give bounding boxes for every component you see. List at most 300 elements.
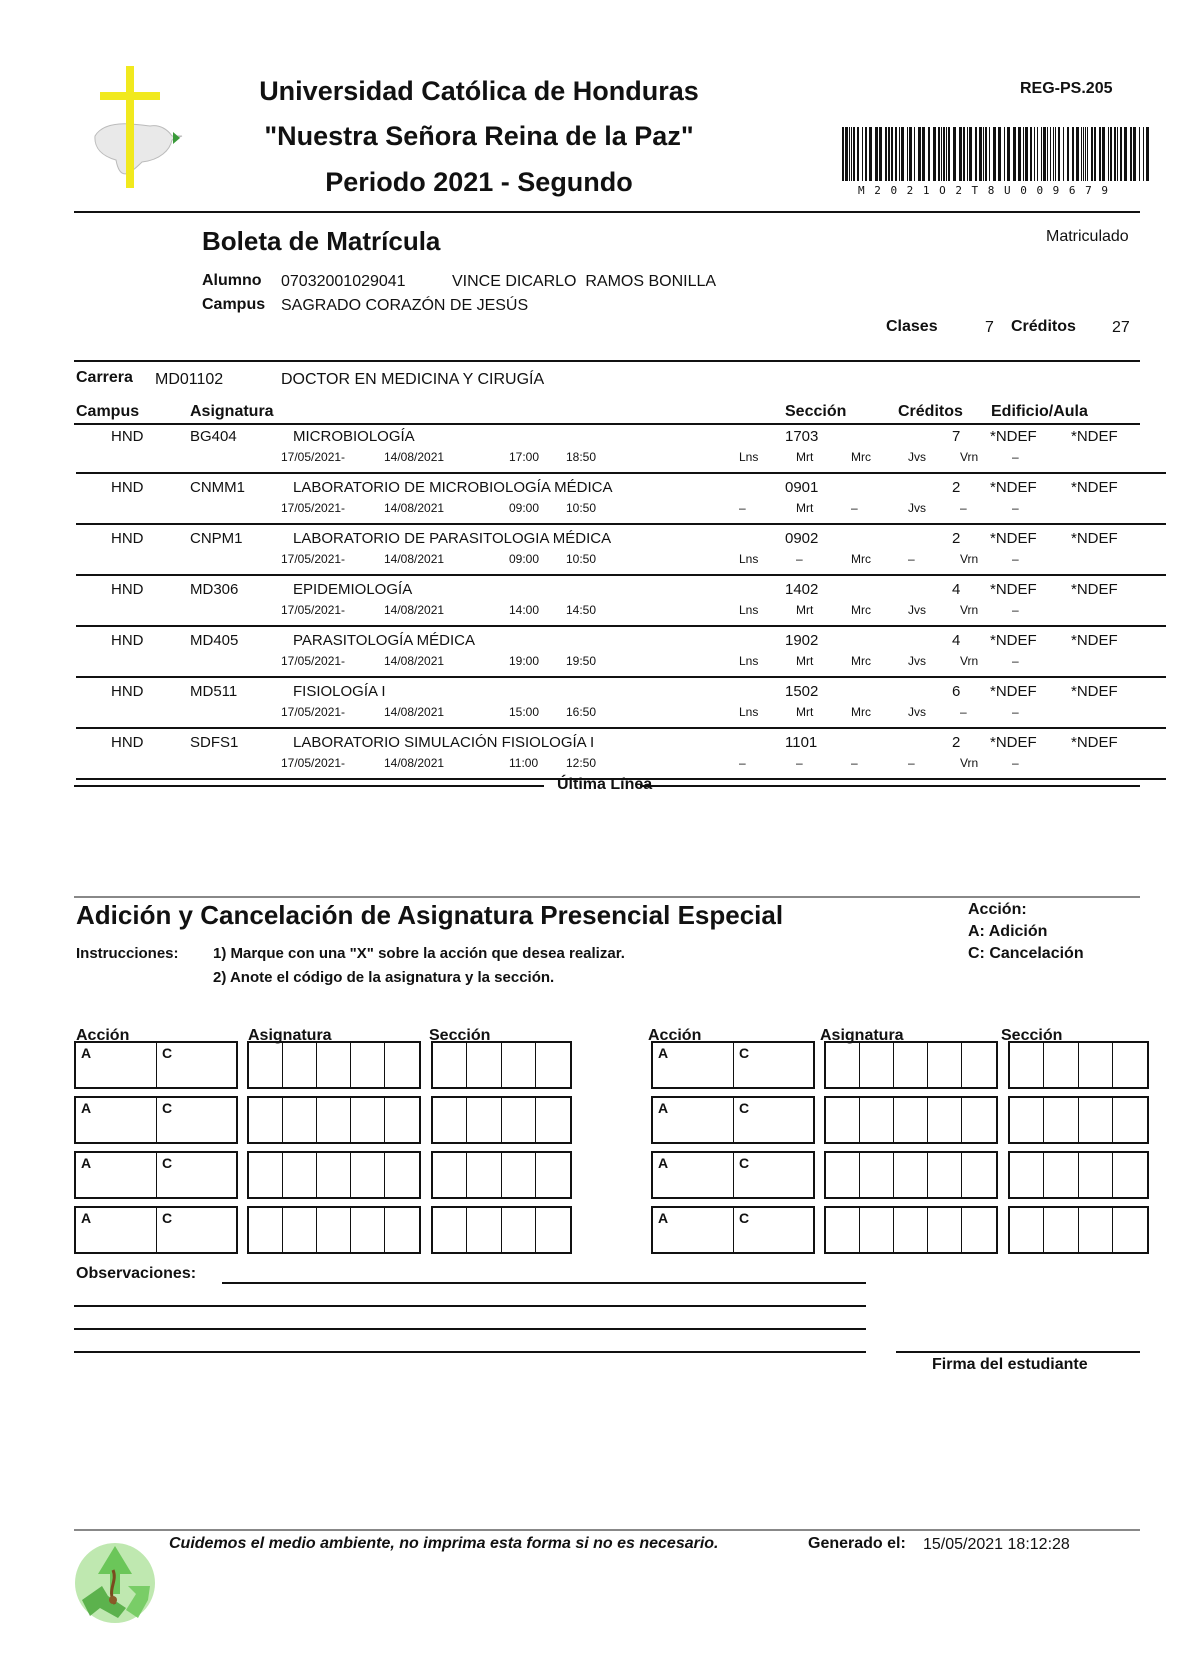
course-day: –	[739, 756, 746, 770]
course-start-date: 17/05/2021-	[281, 705, 346, 719]
barcode-bar	[1004, 127, 1005, 181]
accion-c-option[interactable]: C	[162, 1210, 173, 1226]
course-row	[76, 524, 1166, 576]
barcode-bar	[1007, 127, 1010, 181]
adicion-divider	[74, 896, 1140, 898]
char-cell-divider	[1043, 1098, 1044, 1142]
alumno-name: VINCE DICARLO RAMOS BONILLA	[452, 273, 717, 290]
instruction-1: 1) Marque con una "X" sobre la acción que desea realizar.	[213, 945, 625, 962]
course-end-time: 18:50	[566, 450, 597, 464]
barcode-bar	[1047, 127, 1048, 181]
recycle-icon	[66, 1534, 164, 1632]
course-aula: *NDEF	[1071, 683, 1118, 700]
accion-a-option[interactable]: A	[658, 1155, 669, 1171]
course-creditos: 4	[952, 581, 961, 598]
left-asignatura-box[interactable]	[247, 1096, 421, 1144]
barcode-bar	[1124, 127, 1127, 181]
course-campus: HND	[111, 632, 144, 649]
barcode-bar	[1058, 127, 1060, 181]
course-start-date: 17/05/2021-	[281, 654, 346, 668]
university-logo	[80, 64, 190, 194]
char-cell-divider	[501, 1208, 502, 1252]
instruction-2: 2) Anote el código de la asignatura y la sección.	[213, 969, 555, 986]
course-campus: HND	[111, 530, 144, 547]
instructions-label: Instrucciones:	[76, 945, 179, 962]
barcode-bar	[963, 127, 965, 181]
char-cell-divider	[927, 1043, 928, 1087]
barcode-bar	[909, 127, 912, 181]
boleta-divider	[74, 360, 1140, 362]
char-cell-divider	[1043, 1208, 1044, 1252]
course-day: –	[1012, 450, 1019, 464]
barcode-bar	[1050, 127, 1051, 181]
barcode-bar	[943, 127, 945, 181]
barcode-bar	[959, 127, 962, 181]
barcode-bar	[979, 127, 982, 181]
char-cell-divider	[859, 1098, 860, 1142]
left-accion-box[interactable]	[74, 1041, 238, 1089]
enrollment-status: Matriculado	[1046, 228, 1129, 245]
right-asignatura-box[interactable]	[824, 1151, 998, 1199]
course-end-time: 19:50	[566, 654, 597, 668]
accion-divider	[156, 1043, 157, 1087]
char-cell-divider	[1112, 1043, 1113, 1087]
col-seccion: Sección	[785, 403, 847, 420]
course-edificio: *NDEF	[990, 479, 1037, 496]
course-day: Mrc	[851, 552, 871, 566]
accion-a-legend: A: Adición	[968, 923, 1048, 940]
course-day: Mrt	[796, 501, 814, 515]
char-cell-divider	[535, 1153, 536, 1197]
char-cell-divider	[282, 1153, 283, 1197]
left-accion-box[interactable]	[74, 1206, 238, 1254]
accion-c-option[interactable]: C	[739, 1100, 750, 1116]
course-end-date: 14/08/2021	[384, 756, 445, 770]
barcode-bar	[1041, 127, 1042, 181]
left-accion-box[interactable]	[74, 1096, 238, 1144]
barcode-bar	[948, 127, 950, 181]
right-accion-box[interactable]	[651, 1041, 815, 1089]
course-day: Mrt	[796, 603, 814, 617]
carrera-code: MD01102	[155, 371, 224, 388]
accion-a-option[interactable]: A	[81, 1210, 92, 1226]
char-cell-divider	[316, 1153, 317, 1197]
char-cell-divider	[961, 1043, 962, 1087]
right-seccion-box[interactable]	[1008, 1206, 1149, 1254]
accion-divider	[733, 1043, 734, 1087]
course-edificio: *NDEF	[990, 428, 1037, 445]
accion-a-option[interactable]: A	[81, 1100, 92, 1116]
period-title: Periodo 2021 - Segundo	[325, 167, 633, 197]
barcode-bar	[1133, 127, 1136, 181]
barcode-bar	[851, 127, 852, 181]
barcode-bar	[857, 127, 859, 181]
course-campus: HND	[111, 734, 144, 751]
course-day: Lns	[739, 603, 759, 617]
course-day: –	[739, 501, 746, 515]
char-cell-divider	[961, 1098, 962, 1142]
char-cell-divider	[282, 1208, 283, 1252]
barcode-bar	[1099, 127, 1101, 181]
char-cell-divider	[1043, 1043, 1044, 1087]
char-cell-divider	[1112, 1098, 1113, 1142]
accion-title: Acción:	[968, 901, 1027, 918]
course-creditos: 7	[952, 428, 961, 445]
barcode-bar	[969, 127, 972, 181]
course-day: –	[908, 756, 915, 770]
course-edificio: *NDEF	[990, 683, 1037, 700]
char-cell-divider	[893, 1043, 894, 1087]
course-campus: HND	[111, 581, 144, 598]
course-day: –	[796, 552, 803, 566]
course-name: MICROBIOLOGÍA	[293, 428, 415, 445]
course-start-date: 17/05/2021-	[281, 756, 346, 770]
course-creditos: 6	[952, 683, 961, 700]
barcode-bar	[922, 127, 925, 181]
campus-motto: "Nuestra Señora Reina de la Paz"	[264, 121, 694, 151]
course-day: Mrc	[851, 654, 871, 668]
observaciones-line-4[interactable]	[74, 1351, 866, 1353]
char-cell-divider	[927, 1153, 928, 1197]
course-row	[76, 626, 1166, 678]
accion-c-legend: C: Cancelación	[968, 945, 1084, 962]
adicion-title: Adición y Cancelación de Asignatura Presencial Especial	[76, 900, 784, 930]
course-day: Lns	[739, 654, 759, 668]
barcode-bar	[989, 127, 990, 181]
course-start-time: 19:00	[509, 654, 540, 668]
last-line-left-rule	[74, 785, 544, 787]
barcode-bar	[998, 127, 1001, 181]
accion-divider	[733, 1098, 734, 1142]
barcode-bar	[885, 127, 887, 181]
course-start-time: 14:00	[509, 603, 540, 617]
accion-a-option[interactable]: A	[81, 1155, 92, 1171]
char-cell-divider	[1078, 1098, 1079, 1142]
course-creditos: 2	[952, 479, 961, 496]
course-day: Vrn	[960, 654, 979, 668]
barcode-bar	[1117, 127, 1118, 181]
barcode-bar	[1023, 127, 1024, 181]
barcode-bar	[1110, 127, 1112, 181]
right-accion-box[interactable]	[651, 1206, 815, 1254]
barcode-bar	[1055, 127, 1056, 181]
course-end-time: 14:50	[566, 603, 597, 617]
course-day: Lns	[739, 705, 759, 719]
course-aula: *NDEF	[1071, 581, 1118, 598]
header-divider	[74, 211, 1140, 213]
observaciones-line-3[interactable]	[74, 1328, 866, 1330]
right-asignatura-box[interactable]	[824, 1096, 998, 1144]
left-asignatura-box[interactable]	[247, 1206, 421, 1254]
char-cell-divider	[316, 1043, 317, 1087]
generated-timestamp: 15/05/2021 18:12:28	[923, 1536, 1070, 1553]
course-campus: HND	[111, 479, 144, 496]
course-day: –	[851, 501, 858, 515]
course-row	[76, 728, 1166, 780]
left-seccion-box[interactable]	[431, 1096, 572, 1144]
course-row	[76, 677, 1166, 729]
barcode-bar	[1087, 127, 1088, 181]
char-cell-divider	[961, 1208, 962, 1252]
col-creditos: Créditos	[898, 403, 963, 420]
char-cell-divider	[282, 1043, 283, 1087]
course-end-date: 14/08/2021	[384, 705, 445, 719]
barcode-bar	[1085, 127, 1086, 181]
accion-divider	[733, 1153, 734, 1197]
barcode-bar	[1018, 127, 1021, 181]
barcode-bar	[1102, 127, 1105, 181]
char-cell-divider	[927, 1208, 928, 1252]
accion-c-option[interactable]: C	[162, 1045, 173, 1061]
campus-value: SAGRADO CORAZÓN DE JESÚS	[281, 297, 529, 314]
barcode-bar	[1114, 127, 1116, 181]
barcode-bar	[907, 127, 908, 181]
course-day: –	[1012, 756, 1019, 770]
course-row	[76, 473, 1166, 525]
barcode-bar	[938, 127, 940, 181]
barcode-bar	[899, 127, 900, 181]
right-seccion-box[interactable]	[1008, 1151, 1149, 1199]
course-name: PARASITOLOGÍA MÉDICA	[293, 632, 475, 649]
course-day: Mrc	[851, 603, 871, 617]
accion-a-option[interactable]: A	[658, 1210, 669, 1226]
left-col-seccion: Sección	[429, 1027, 491, 1044]
eco-message: Cuidemos el medio ambiente, no imprima esta forma si no es necesario.	[169, 1535, 719, 1552]
course-aula: *NDEF	[1071, 632, 1118, 649]
course-day: Mrt	[796, 705, 814, 719]
course-name: LABORATORIO DE MICROBIOLOGÍA MÉDICA	[293, 479, 613, 496]
barcode-bar	[849, 127, 850, 181]
barcode-bar	[879, 127, 882, 181]
course-start-time: 09:00	[509, 552, 540, 566]
left-asignatura-box[interactable]	[247, 1151, 421, 1199]
char-cell-divider	[316, 1098, 317, 1142]
char-cell-divider	[961, 1153, 962, 1197]
char-cell-divider	[466, 1043, 467, 1087]
footer-divider	[74, 1529, 1140, 1531]
course-seccion: 0901	[785, 479, 819, 496]
barcode-bar	[1094, 127, 1096, 181]
accion-a-option[interactable]: A	[658, 1045, 669, 1061]
left-asignatura-box[interactable]	[247, 1041, 421, 1089]
char-cell-divider	[350, 1153, 351, 1197]
course-seccion: 1703	[785, 428, 819, 445]
course-day: –	[960, 705, 967, 719]
barcode-bar	[967, 127, 968, 181]
barcode-bar	[853, 127, 855, 181]
accion-c-option[interactable]: C	[162, 1100, 173, 1116]
barcode-bar	[985, 127, 987, 181]
course-day: Mrt	[796, 654, 814, 668]
course-day: –	[1012, 501, 1019, 515]
barcode-bar	[1037, 127, 1038, 181]
col-campus: Campus	[76, 403, 140, 420]
course-code: BG404	[190, 428, 237, 445]
course-day: –	[1012, 603, 1019, 617]
course-day: Mrc	[851, 450, 871, 464]
alumno-label: Alumno	[202, 272, 262, 289]
barcode-bar	[975, 127, 977, 181]
course-end-date: 14/08/2021	[384, 552, 445, 566]
barcode-bar	[869, 127, 872, 181]
barcode-bar	[1076, 127, 1079, 181]
barcode-bar	[1063, 127, 1064, 181]
right-seccion-box[interactable]	[1008, 1041, 1149, 1089]
course-name: FISIOLOGÍA I	[293, 683, 386, 700]
barcode-bar	[1072, 127, 1074, 181]
barcode-bar	[1053, 127, 1054, 181]
accion-c-option[interactable]: C	[739, 1210, 750, 1226]
left-seccion-box[interactable]	[431, 1206, 572, 1254]
course-day: –	[1012, 705, 1019, 719]
char-cell-divider	[350, 1043, 351, 1087]
course-day: Vrn	[960, 756, 979, 770]
observaciones-line-2[interactable]	[74, 1305, 866, 1307]
barcode-bar	[1030, 127, 1032, 181]
course-seccion: 1101	[785, 734, 818, 751]
char-cell-divider	[859, 1043, 860, 1087]
char-cell-divider	[535, 1043, 536, 1087]
clases-value: 7	[985, 319, 994, 336]
course-seccion: 1502	[785, 683, 819, 700]
last-line-label: Última Línea	[557, 776, 653, 793]
course-day: –	[908, 552, 915, 566]
barcode-bar	[1043, 127, 1046, 181]
char-cell-divider	[316, 1208, 317, 1252]
left-seccion-box[interactable]	[431, 1151, 572, 1199]
course-name: LABORATORIO SIMULACIÓN FISIOLOGÍA I	[293, 734, 595, 751]
right-col-asignatura: Asignatura	[820, 1027, 904, 1044]
course-day: –	[1012, 552, 1019, 566]
char-cell-divider	[501, 1043, 502, 1087]
char-cell-divider	[1078, 1153, 1079, 1197]
course-start-time: 15:00	[509, 705, 540, 719]
course-code: SDFS1	[190, 734, 239, 751]
carrera-label: Carrera	[76, 369, 133, 386]
right-asignatura-box[interactable]	[824, 1041, 998, 1089]
course-start-date: 17/05/2021-	[281, 603, 346, 617]
barcode-bar	[941, 127, 942, 181]
generated-label: Generado el:	[808, 1535, 906, 1552]
char-cell-divider	[501, 1098, 502, 1142]
char-cell-divider	[466, 1208, 467, 1252]
barcode-bar	[983, 127, 984, 181]
accion-c-option[interactable]: C	[739, 1045, 750, 1061]
char-cell-divider	[893, 1208, 894, 1252]
observaciones-line-1[interactable]	[222, 1282, 866, 1284]
course-day: Jvs	[908, 603, 926, 617]
course-code: CNPM1	[190, 530, 243, 547]
right-asignatura-box[interactable]	[824, 1206, 998, 1254]
course-code: MD306	[190, 581, 239, 598]
barcode-bar	[918, 127, 921, 181]
barcode	[836, 125, 1156, 183]
signature-line[interactable]	[896, 1351, 1140, 1353]
char-cell-divider	[466, 1153, 467, 1197]
course-end-date: 14/08/2021	[384, 501, 445, 515]
barcode-bar	[928, 127, 930, 181]
barcode-text: M2021O2T8U009679	[858, 184, 1118, 197]
course-start-date: 17/05/2021-	[281, 552, 346, 566]
char-cell-divider	[927, 1098, 928, 1142]
course-row	[76, 575, 1166, 627]
barcode-bar	[933, 127, 936, 181]
barcode-bar	[914, 127, 915, 181]
course-campus: HND	[111, 428, 144, 445]
course-end-date: 14/08/2021	[384, 450, 445, 464]
barcode-bar	[875, 127, 878, 181]
barcode-bar	[1130, 127, 1132, 181]
course-start-time: 09:00	[509, 501, 540, 515]
course-end-time: 10:50	[566, 552, 597, 566]
signature-label: Firma del estudiante	[932, 1356, 1088, 1373]
university-name: Universidad Católica de Honduras	[259, 76, 699, 106]
char-cell-divider	[1112, 1153, 1113, 1197]
course-row	[76, 422, 1166, 474]
accion-c-option[interactable]: C	[162, 1155, 173, 1171]
char-cell-divider	[1112, 1208, 1113, 1252]
course-campus: HND	[111, 683, 144, 700]
left-col-asignatura: Asignatura	[248, 1027, 332, 1044]
char-cell-divider	[1043, 1153, 1044, 1197]
course-day: Lns	[739, 552, 759, 566]
course-end-time: 16:50	[566, 705, 597, 719]
course-end-date: 14/08/2021	[384, 654, 445, 668]
course-edificio: *NDEF	[990, 632, 1037, 649]
carrera-name: DOCTOR EN MEDICINA Y CIRUGÍA	[281, 371, 545, 388]
course-end-time: 12:50	[566, 756, 597, 770]
accion-a-option[interactable]: A	[658, 1100, 669, 1116]
accion-a-option[interactable]: A	[81, 1045, 92, 1061]
barcode-bar	[1081, 127, 1082, 181]
barcode-bar	[1034, 127, 1035, 181]
course-code: CNMM1	[190, 479, 245, 496]
barcode-bar	[946, 127, 947, 181]
accion-c-option[interactable]: C	[739, 1155, 750, 1171]
right-seccion-box[interactable]	[1008, 1096, 1149, 1144]
right-accion-box[interactable]	[651, 1151, 815, 1199]
course-day: Lns	[739, 450, 759, 464]
course-creditos: 4	[952, 632, 961, 649]
left-seccion-box[interactable]	[431, 1041, 572, 1089]
course-day: Jvs	[908, 501, 926, 515]
course-edificio: *NDEF	[990, 734, 1037, 751]
char-cell-divider	[501, 1153, 502, 1197]
barcode-bar	[1013, 127, 1016, 181]
char-cell-divider	[1078, 1043, 1079, 1087]
barcode-bar	[993, 127, 996, 181]
barcode-bar	[953, 127, 956, 181]
barcode-bar	[1091, 127, 1093, 181]
barcode-bar	[1139, 127, 1140, 181]
course-day: Mrc	[851, 705, 871, 719]
accion-divider	[733, 1208, 734, 1252]
course-day: Vrn	[960, 450, 979, 464]
right-accion-box[interactable]	[651, 1096, 815, 1144]
left-accion-box[interactable]	[74, 1151, 238, 1199]
right-col-accion: Acción	[648, 1027, 702, 1044]
barcode-bar	[845, 127, 848, 181]
course-end-date: 14/08/2021	[384, 603, 445, 617]
barcode-bar	[842, 127, 844, 181]
course-code: MD405	[190, 632, 239, 649]
course-start-time: 11:00	[509, 756, 539, 770]
last-line-right-rule	[640, 785, 1140, 787]
accion-divider	[156, 1098, 157, 1142]
barcode-bar	[901, 127, 904, 181]
barcode-bar	[1146, 127, 1149, 181]
barcode-bar	[1083, 127, 1084, 181]
